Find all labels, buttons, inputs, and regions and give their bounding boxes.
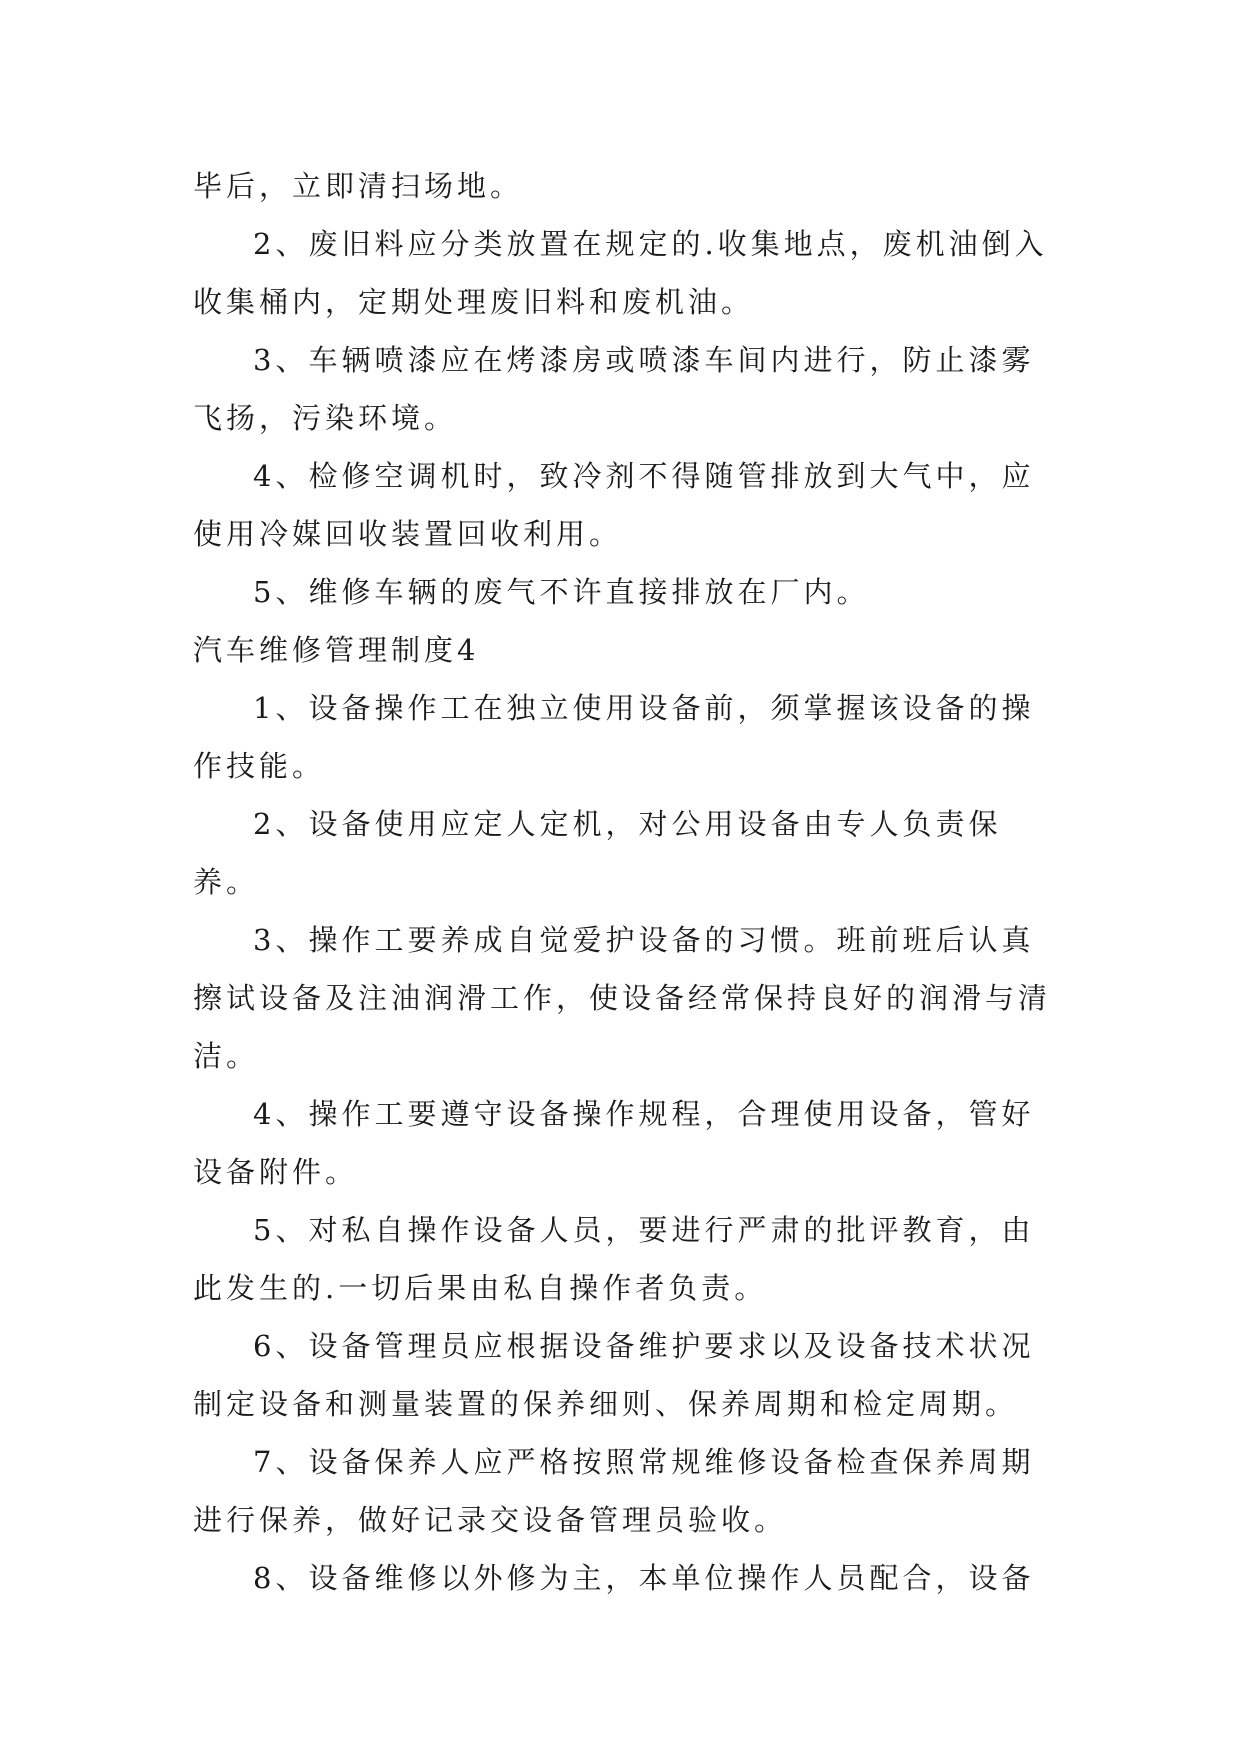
paragraph-item-8: 8、设备维修以外修为主，本单位操作人员配合，设备 — [253, 1561, 1035, 1595]
section-heading: 汽车维修管理制度4 — [193, 633, 480, 667]
paragraph-item-1: 1、设备操作工在独立使用设备前，须掌握该设备的操作技能。 — [193, 691, 1035, 783]
paragraph-item-3: 3、车辆喷漆应在烤漆房或喷漆车间内进行，防止漆雾飞扬，污染环境。 — [193, 343, 1035, 435]
paragraph-continuation: 毕后，立即清扫场地。 — [193, 169, 524, 203]
paragraph-item-4: 4、操作工要遵守设备操作规程，合理使用设备，管好设备附件。 — [193, 1097, 1035, 1189]
paragraph-item-2: 2、设备使用应定人定机，对公用设备由专人负责保养。 — [193, 807, 1002, 899]
paragraph-item-3: 3、操作工要养成自觉爱护设备的习惯。班前班后认真擦试设备及注油润滑工作，使设备经常保持良好的润滑与清洁。 — [193, 923, 1052, 1073]
paragraph-item-5: 5、对私自操作设备人员，要进行严肃的批评教育，由此发生的.一切后果由私自操作者负责。 — [193, 1213, 1035, 1305]
paragraph-item-5: 5、维修车辆的废气不许直接排放在厂内。 — [253, 575, 870, 609]
paragraph-item-7: 7、设备保养人应严格按照常规维修设备检查保养周期进行保养，做好记录交设备管理员验收。 — [193, 1445, 1035, 1537]
document-body — [193, 157, 1051, 1607]
paragraph-item-2: 2、废旧料应分类放置在规定的.收集地点，废机油倒入收集桶内，定期处理废旧料和废机油。 — [193, 227, 1048, 319]
paragraph-item-6: 6、设备管理员应根据设备维护要求以及设备技术状况制定设备和测量装置的保养细则、保养周期和检定周期。 — [193, 1329, 1035, 1421]
paragraph-item-4: 4、检修空调机时，致冷剂不得随管排放到大气中，应使用冷媒回收装置回收利用。 — [193, 459, 1035, 551]
